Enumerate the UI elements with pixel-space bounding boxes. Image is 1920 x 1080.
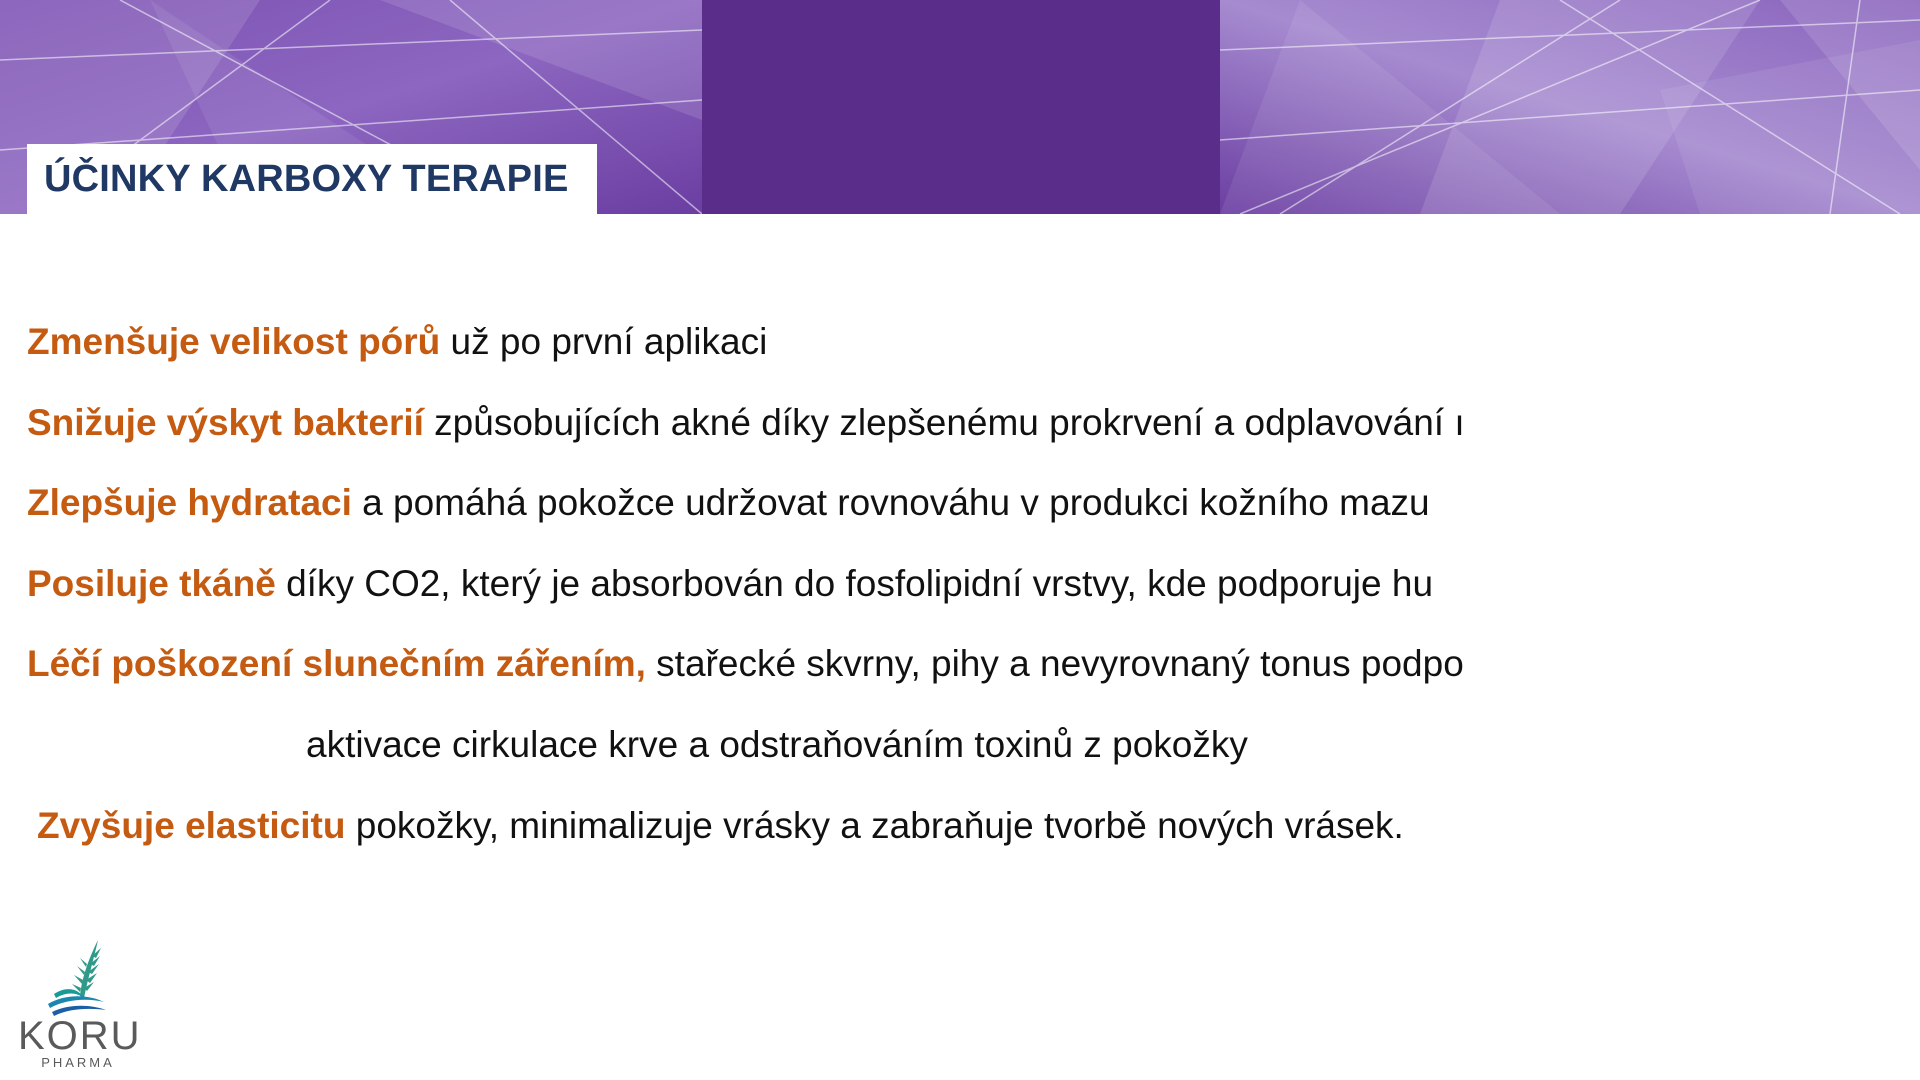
item-highlight: Zlepšuje hydrataci <box>27 482 352 523</box>
logo-subtitle: PHARMA <box>41 1055 115 1070</box>
item-text: aktivace cirkulace krve a odstraňováním toxinů z pokožky <box>306 724 1248 765</box>
list-item-continuation <box>306 724 1248 766</box>
item-highlight: Zvyšuje elasticitu <box>37 805 346 846</box>
list-item <box>37 805 1404 847</box>
logo-name: KORU <box>18 1014 142 1058</box>
list-item <box>27 643 1464 685</box>
item-text: díky CO2, který je absorbován do fosfolipidní vrstvy, kde podporuje hu <box>275 563 1434 604</box>
koru-pharma-logo <box>18 936 142 1070</box>
list-item <box>27 321 767 363</box>
item-text: stařecké skvrny, pihy a nevyrovnaný tonus podpo <box>645 643 1464 684</box>
list-item <box>27 482 1430 524</box>
fern-wave-logo-icon <box>18 936 138 1018</box>
item-highlight: Posiluje tkáně <box>27 563 276 604</box>
list-item <box>27 563 1433 605</box>
list-item <box>27 402 1465 444</box>
item-highlight: Snižuje výskyt bakterií <box>27 402 424 443</box>
item-text: pokožky, minimalizuje vrásky a zabraňuje tvorbě nových vrásek. <box>345 805 1404 846</box>
item-text: způsobujících akné díky zlepšenému prokrvení a odplavování ı <box>423 402 1465 443</box>
item-highlight: Zmenšuje velikost pórů <box>27 321 441 362</box>
item-text: a pomáhá pokožce udržovat rovnováhu v produkci kožního mazu <box>351 482 1430 523</box>
item-text: už po první aplikaci <box>440 321 768 362</box>
item-highlight: Léčí poškození slunečním zářením, <box>27 643 646 684</box>
page-title: ÚČINKY KARBOXY TERAPIE <box>44 158 569 200</box>
